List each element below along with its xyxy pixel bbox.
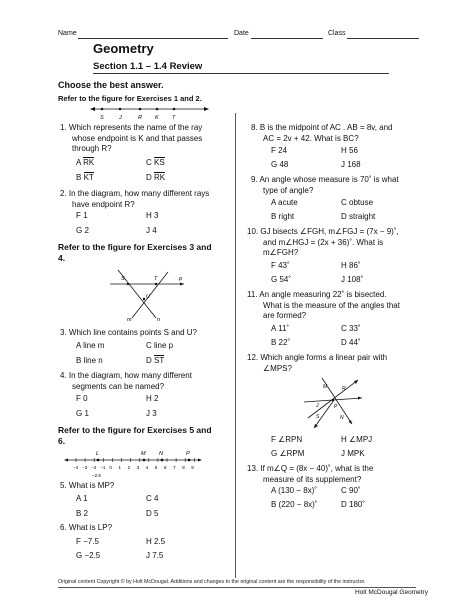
point-label-s: S xyxy=(316,414,320,420)
class-field[interactable] xyxy=(347,30,419,39)
q1-option-b[interactable]: B KT xyxy=(76,173,94,182)
publisher-brand: Holt McDougal Geometry xyxy=(355,589,428,596)
q5-option-c[interactable]: C 4 xyxy=(146,494,159,503)
number-line-tick-label: −2 xyxy=(91,465,97,470)
number-line-tick-label: 3 xyxy=(136,465,140,470)
q4-option-g[interactable]: G 1 xyxy=(76,409,89,418)
q6-option-j[interactable]: J 7.5 xyxy=(146,551,164,560)
q13-option-a[interactable]: A (130 − 8x)˚ xyxy=(271,486,318,495)
q5-option-d[interactable]: D 5 xyxy=(146,509,159,518)
number-line-tick-label: 9 xyxy=(191,465,194,470)
q13-option-d[interactable]: D 180˚ xyxy=(341,500,366,509)
number-line-tick-label: 5 xyxy=(154,465,158,470)
question-10: 10. GJ bisects ∠FGH, m∠FGJ = (7x − 9)˚, and m∠HGJ = (2x + 36)˚. What is m∠FGH? xyxy=(247,227,399,257)
point-label-s: S xyxy=(121,276,125,282)
number-line-tick-label: 8 xyxy=(182,465,185,470)
q9-option-d[interactable]: D straight xyxy=(341,212,376,221)
number-line-figure xyxy=(64,448,204,478)
q12-option-j[interactable]: J MPK xyxy=(341,449,365,458)
question-12: 12. Which angle forms a linear pair with ∠MPS? xyxy=(247,353,388,373)
question-3: 3. Which line contains points S and U? xyxy=(60,328,197,337)
copyright-notice: Original content Copyright © by Holt McDougal. Additions and changes to the original content are the responsibility of the instructor. xyxy=(58,579,366,585)
q11-option-b[interactable]: B 22˚ xyxy=(271,338,291,347)
number-line-tick-label: −4 xyxy=(73,465,79,470)
q2-option-h[interactable]: H 3 xyxy=(146,211,159,220)
q6-option-f[interactable]: F −7.5 xyxy=(76,537,99,546)
section-title: Section 1.1 – 1.4 Review xyxy=(93,61,203,72)
q10-option-f[interactable]: F 43˚ xyxy=(271,261,290,270)
question-8: 8. B is the midpoint of AC . AB = 8v, and AC = 2v + 42. What is BC? xyxy=(251,123,393,143)
q4-option-f[interactable]: F 0 xyxy=(76,394,88,403)
number-line-tick-label: 6 xyxy=(164,465,167,470)
q10-option-h[interactable]: H 86˚ xyxy=(341,261,361,270)
class-label: Class xyxy=(328,30,346,37)
q2-option-j[interactable]: J 4 xyxy=(146,226,157,235)
point-label-r: R xyxy=(342,386,346,392)
q5-option-a[interactable]: A 1 xyxy=(76,494,88,503)
q2-option-g[interactable]: G 2 xyxy=(76,226,89,235)
point-label-r: R xyxy=(138,115,142,121)
q3-option-b[interactable]: B line n xyxy=(76,356,103,365)
q3-option-d[interactable]: D ST xyxy=(146,356,165,365)
point-label-n: N xyxy=(340,415,344,421)
q11-option-d[interactable]: D 44˚ xyxy=(341,338,361,347)
question-2: 2. In the diagram, how many different rays have endpoint R? xyxy=(60,189,210,209)
column-divider xyxy=(235,113,236,578)
q4-option-j[interactable]: J 3 xyxy=(146,409,157,418)
question-6: 6. What is LP? xyxy=(60,523,113,532)
date-label: Date xyxy=(234,30,249,37)
number-line-tick-label: 1 xyxy=(118,465,122,470)
question-13: 13. If m∠Q = (8x − 40)˚, what is the measure of its supplement? xyxy=(247,464,374,484)
q10-option-g[interactable]: G 54˚ xyxy=(271,275,292,284)
number-line-tick-label: −3 xyxy=(82,465,88,470)
q6-option-h[interactable]: H 2.5 xyxy=(146,537,166,546)
question-9: 9. An angle whose measure is 70˚ is what type of angle? xyxy=(251,175,399,195)
line-label-p: p xyxy=(179,276,183,282)
q12-option-h[interactable]: H ∠MPJ xyxy=(341,435,373,444)
point-label-m: M xyxy=(323,384,328,390)
question-4: 4. In the diagram, how many different segments can be named? xyxy=(60,371,192,391)
q8-option-j[interactable]: J 168 xyxy=(341,160,361,169)
number-line-tick-label: 0 xyxy=(109,465,112,470)
q9-option-b[interactable]: B right xyxy=(271,212,295,221)
q2-option-f[interactable]: F 1 xyxy=(76,211,88,220)
point-label-s: S xyxy=(100,115,104,121)
q13-option-c[interactable]: C 90˚ xyxy=(341,486,361,495)
q12-option-g[interactable]: G ∠RPM xyxy=(271,449,305,458)
point-label-j: J xyxy=(119,115,122,121)
q8-option-h[interactable]: H 56 xyxy=(341,146,358,155)
point-label-m: M xyxy=(141,451,146,457)
q11-option-a[interactable]: A 11˚ xyxy=(271,324,290,333)
question-1: 1. Which represents the name of the ray whose endpoint is K and that passes through R? xyxy=(60,123,203,153)
question-5: 5. What is MP? xyxy=(60,481,115,490)
point-label-p: P xyxy=(186,451,190,457)
q11-option-c[interactable]: C 33˚ xyxy=(341,324,361,333)
tick-label-minus-2-5: −2.5 xyxy=(92,473,101,478)
lines-figure-mnp xyxy=(108,266,188,322)
name-field[interactable] xyxy=(78,30,228,39)
q9-option-a[interactable]: A acute xyxy=(271,198,298,207)
point-label-t: T xyxy=(172,115,176,121)
footer-divider xyxy=(58,587,416,588)
point-label-j: J xyxy=(316,403,319,409)
q6-option-g[interactable]: G −2.5 xyxy=(76,551,101,560)
point-label-p: P xyxy=(334,404,338,410)
q3-option-a[interactable]: A line m xyxy=(76,341,105,350)
q8-option-g[interactable]: G 48 xyxy=(271,160,289,169)
number-line-tick-label: 4 xyxy=(145,465,149,470)
q9-option-c[interactable]: C obtuse xyxy=(341,198,374,207)
point-label-u: U xyxy=(146,294,150,300)
ray-figure-skrt xyxy=(90,103,210,121)
q12-option-f[interactable]: F ∠RPN xyxy=(271,435,303,444)
name-label: Name xyxy=(58,30,77,37)
rays-figure-mpsn xyxy=(300,374,366,430)
q5-option-b[interactable]: B 2 xyxy=(76,509,89,518)
q3-option-c[interactable]: C line p xyxy=(146,341,174,350)
point-label-k: K xyxy=(155,115,159,121)
date-field[interactable] xyxy=(251,30,323,39)
q13-option-b[interactable]: B (220 − 8x)˚ xyxy=(271,500,318,509)
refer-figure-5-6: Refer to the figure for Exercises 5 and 6. xyxy=(58,425,212,446)
q8-option-f[interactable]: F 24 xyxy=(271,146,288,155)
q1-option-d[interactable]: D RK xyxy=(146,173,166,182)
refer-figure-1-2: Refer to the figure for Exercises 1 and 2. xyxy=(58,94,202,103)
line-label-m: m xyxy=(127,317,132,322)
point-label-l: L xyxy=(96,451,100,457)
q1-option-a[interactable]: A RK xyxy=(76,158,95,167)
line-label-n: n xyxy=(157,317,161,322)
section-divider xyxy=(93,73,389,74)
number-line-tick-label: 7 xyxy=(173,465,176,470)
q10-option-j[interactable]: J 108˚ xyxy=(341,275,364,284)
point-label-n: N xyxy=(159,451,163,457)
number-line-tick-label: −1 xyxy=(100,465,106,470)
question-11: 11. An angle measuring 22˚ is bisected. What is the measure of the angles that are formed? xyxy=(247,290,400,320)
page-title: Geometry xyxy=(93,41,154,56)
q1-option-c[interactable]: C KS xyxy=(146,158,165,167)
point-label-t: T xyxy=(154,276,158,282)
refer-figure-3-4: Refer to the figure for Exercises 3 and 4. xyxy=(58,242,212,263)
q4-option-h[interactable]: H 2 xyxy=(146,394,159,403)
instructions: Choose the best answer. xyxy=(58,80,164,90)
number-line-tick-label: 2 xyxy=(127,465,131,470)
